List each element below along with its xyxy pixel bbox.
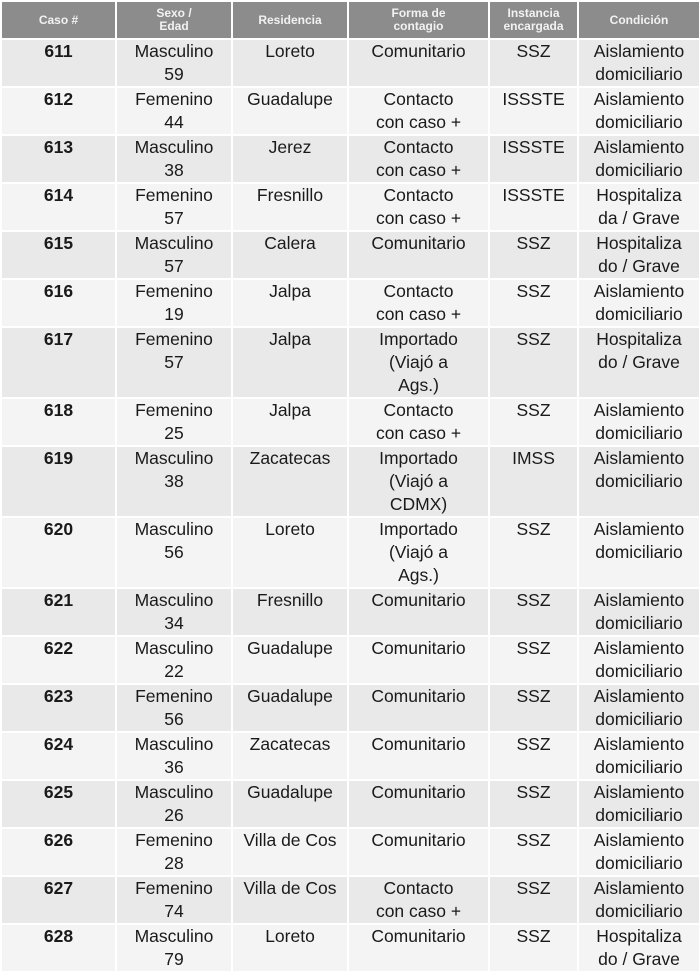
sex-age: Femenino 57 [116,327,232,398]
condition: Hospitaliza do / Grave [578,231,700,279]
table-row [1,279,700,327]
case-number: 615 [1,231,116,279]
table-row [1,231,700,279]
institution: SSZ [489,39,578,87]
table-row [1,183,700,231]
institution: SSZ [489,636,578,684]
contagion-form: Comunitario [348,636,489,684]
institution: IMSS [489,446,578,517]
contagion-form: Comunitario [348,231,489,279]
condition: Hospitaliza do / Grave [578,924,700,972]
table-row [1,828,700,876]
sex-age: Masculino 57 [116,231,232,279]
table-row [1,446,700,517]
condition: Aislamiento domiciliario [578,876,700,924]
table-row [1,732,700,780]
institution: SSZ [489,828,578,876]
sex-age: Femenino 19 [116,279,232,327]
sex-age: Masculino 38 [116,446,232,517]
institution: SSZ [489,398,578,446]
case-number: 617 [1,327,116,398]
table-row [1,636,700,684]
institution: ISSSTE [489,87,578,135]
residence: Guadalupe [232,87,348,135]
table-row [1,87,700,135]
institution: SSZ [489,876,578,924]
case-number: 620 [1,517,116,588]
sex-age: Masculino 34 [116,588,232,636]
case-number: 611 [1,39,116,87]
condition: Aislamiento domiciliario [578,135,700,183]
table-row [1,135,700,183]
table-row [1,780,700,828]
residence: Jerez [232,135,348,183]
institution: SSZ [489,231,578,279]
sex-age: Femenino 25 [116,398,232,446]
residence: Guadalupe [232,780,348,828]
sex-age: Masculino 36 [116,732,232,780]
institution: ISSSTE [489,183,578,231]
contagion-form: Comunitario [348,924,489,972]
institution: SSZ [489,517,578,588]
institution: SSZ [489,732,578,780]
condition: Hospitaliza da / Grave [578,183,700,231]
residence: Zacatecas [232,446,348,517]
case-number: 613 [1,135,116,183]
condition: Aislamiento domiciliario [578,732,700,780]
sex-age: Femenino 74 [116,876,232,924]
header-row [1,1,700,39]
condition: Aislamiento domiciliario [578,684,700,732]
case-number: 625 [1,780,116,828]
contagion-form: Comunitario [348,828,489,876]
case-number: 622 [1,636,116,684]
institution: SSZ [489,279,578,327]
case-number: 619 [1,446,116,517]
case-number: 616 [1,279,116,327]
contagion-form: Comunitario [348,39,489,87]
table-row [1,327,700,398]
header-caso: Caso # [1,1,116,39]
contagion-form: Importado (Viajó a Ags.) [348,327,489,398]
contagion-form: Contacto con caso + [348,279,489,327]
residence: Guadalupe [232,684,348,732]
header-condicion: Condición [578,1,700,39]
contagion-form: Comunitario [348,732,489,780]
residence: Guadalupe [232,636,348,684]
contagion-form: Importado (Viajó a Ags.) [348,517,489,588]
residence: Villa de Cos [232,876,348,924]
case-number: 627 [1,876,116,924]
residence: Loreto [232,924,348,972]
case-number: 612 [1,87,116,135]
table-row [1,39,700,87]
sex-age: Masculino 59 [116,39,232,87]
sex-age: Femenino 56 [116,684,232,732]
condition: Aislamiento domiciliario [578,828,700,876]
sex-age: Femenino 57 [116,183,232,231]
case-number: 624 [1,732,116,780]
residence: Jalpa [232,327,348,398]
condition: Aislamiento domiciliario [578,279,700,327]
sex-age: Masculino 56 [116,517,232,588]
condition: Aislamiento domiciliario [578,517,700,588]
sex-age: Femenino 28 [116,828,232,876]
header-sexo-edad: Sexo / Edad [116,1,232,39]
contagion-form: Comunitario [348,588,489,636]
residence: Loreto [232,517,348,588]
contagion-form: Comunitario [348,780,489,828]
institution: SSZ [489,780,578,828]
condition: Aislamiento domiciliario [578,446,700,517]
case-number: 618 [1,398,116,446]
contagion-form: Importado (Viajó a CDMX) [348,446,489,517]
case-number: 628 [1,924,116,972]
table-row [1,876,700,924]
residence: Calera [232,231,348,279]
condition: Aislamiento domiciliario [578,39,700,87]
institution: SSZ [489,924,578,972]
institution: SSZ [489,684,578,732]
residence: Jalpa [232,398,348,446]
condition: Aislamiento domiciliario [578,87,700,135]
case-number: 623 [1,684,116,732]
table-row [1,588,700,636]
header-forma-contagio: Forma de contagio [348,1,489,39]
condition: Aislamiento domiciliario [578,636,700,684]
residence: Loreto [232,39,348,87]
case-number: 614 [1,183,116,231]
condition: Hospitaliza do / Grave [578,327,700,398]
case-number: 621 [1,588,116,636]
residence: Fresnillo [232,588,348,636]
residence: Jalpa [232,279,348,327]
sex-age: Femenino 44 [116,87,232,135]
residence: Zacatecas [232,732,348,780]
header-instancia: Instancia encargada [489,1,578,39]
contagion-form: Contacto con caso + [348,398,489,446]
contagion-form: Contacto con caso + [348,135,489,183]
institution: SSZ [489,327,578,398]
residence: Fresnillo [232,183,348,231]
sex-age: Masculino 79 [116,924,232,972]
sex-age: Masculino 22 [116,636,232,684]
condition: Aislamiento domiciliario [578,398,700,446]
contagion-form: Comunitario [348,684,489,732]
table-body [1,39,700,972]
condition: Aislamiento domiciliario [578,780,700,828]
contagion-form: Contacto con caso + [348,183,489,231]
condition: Aislamiento domiciliario [578,588,700,636]
institution: SSZ [489,588,578,636]
table-row [1,517,700,588]
header-residencia: Residencia [232,1,348,39]
institution: ISSSTE [489,135,578,183]
case-number: 626 [1,828,116,876]
table-row [1,684,700,732]
contagion-form: Contacto con caso + [348,876,489,924]
contagion-form: Contacto con caso + [348,87,489,135]
sex-age: Masculino 26 [116,780,232,828]
residence: Villa de Cos [232,828,348,876]
sex-age: Masculino 38 [116,135,232,183]
table-row [1,398,700,446]
table-row [1,924,700,972]
